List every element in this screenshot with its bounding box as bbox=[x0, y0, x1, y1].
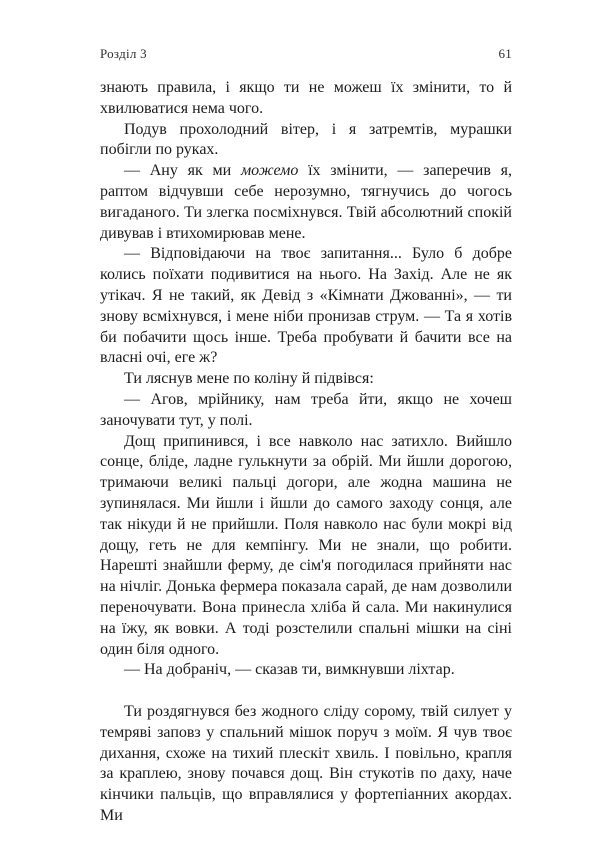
text-run: — На добраніч, — сказав ти, вимкнувши ліхтар. bbox=[124, 661, 455, 679]
body-text bbox=[100, 78, 512, 827]
page-header bbox=[100, 46, 512, 62]
paragraph bbox=[100, 78, 512, 120]
italic-text: можемо bbox=[240, 162, 299, 180]
paragraph bbox=[100, 120, 512, 162]
paragraph bbox=[100, 432, 512, 661]
page-number: 61 bbox=[498, 46, 512, 61]
text-run: їх змінити, — заперечив я, раптом відчувши себе нерозумно, тягнучись до чогось вигаданого. Ти злегка посміхнувся. Твій абсолютний спокій дивував і втихомирював мене. bbox=[100, 162, 513, 242]
text-run: Ти роздягнувся без жодного сліду сорому, твій силует у темряві заповз у спальний мішок поруч з моїм. Я чув твоє дихання, схоже на тихий плескіт хвиль. І повільно, крапля за краплею, знову почався дощ. Він стукотів по даху, наче кінчики пальців, що вправлялися у фортепіанних акордах. Ми bbox=[100, 702, 512, 824]
text-run: Подув прохолодний вітер, і я затремтів, мурашки побігли по руках. bbox=[100, 120, 512, 159]
text-run: знають правила, і якщо ти не можеш їх змінити, то й хвилюватися нема чого. bbox=[100, 79, 512, 117]
paragraph bbox=[100, 161, 512, 244]
paragraph bbox=[100, 702, 512, 827]
chapter-title: Розділ 3 bbox=[100, 46, 147, 61]
paragraph bbox=[100, 660, 512, 681]
paragraph bbox=[100, 390, 512, 432]
paragraph bbox=[100, 369, 512, 390]
text-run: — Агов, мрійнику, нам треба йти, якщо не хочеш заночувати тут, у полі. bbox=[100, 390, 512, 429]
text-run: — Відповідаючи на твоє запитання... Було б добре колись поїхати подивитися на нього. На Захід. Але не як утікач. Я не такий, як Девід з «Кімнати Джованні», — ти знову всміхнувся, і мене ніби пронизав струм. — Та я хотів би побачити щось інше. Треба пробувати й бачити все на власні очі, еге ж? bbox=[100, 245, 512, 367]
text-run: — Ану як ми bbox=[124, 162, 241, 180]
text-run: Ти ляснув мене по коліну й підвівся: bbox=[124, 370, 374, 388]
text-run: Дощ припинився, і все навколо нас затихло. Вийшло сонце, бліде, ладне гулькнути за обрій. Ми йшли дорогою, тримаючи великі пальці догори, але жодна машина не зупинялася. Ми йшли і йшли до самого заходу сонця, але так нікуди й не прийшли. Поля навколо нас були мокрі від дощу, геть не для кемпінгу. Ми не знали, що робити. Нарешті знайшли ферму, де сім'я погодилася прийняти нас на нічліг. Донька фермера показала сарай, де нам дозволили переночувати. Вона принесла хліба й сала. Ми накинулися на їжу, як вовки. А тоді розстелили спальні мішки на сіні один біля одного. bbox=[100, 432, 512, 658]
paragraph bbox=[100, 244, 512, 369]
